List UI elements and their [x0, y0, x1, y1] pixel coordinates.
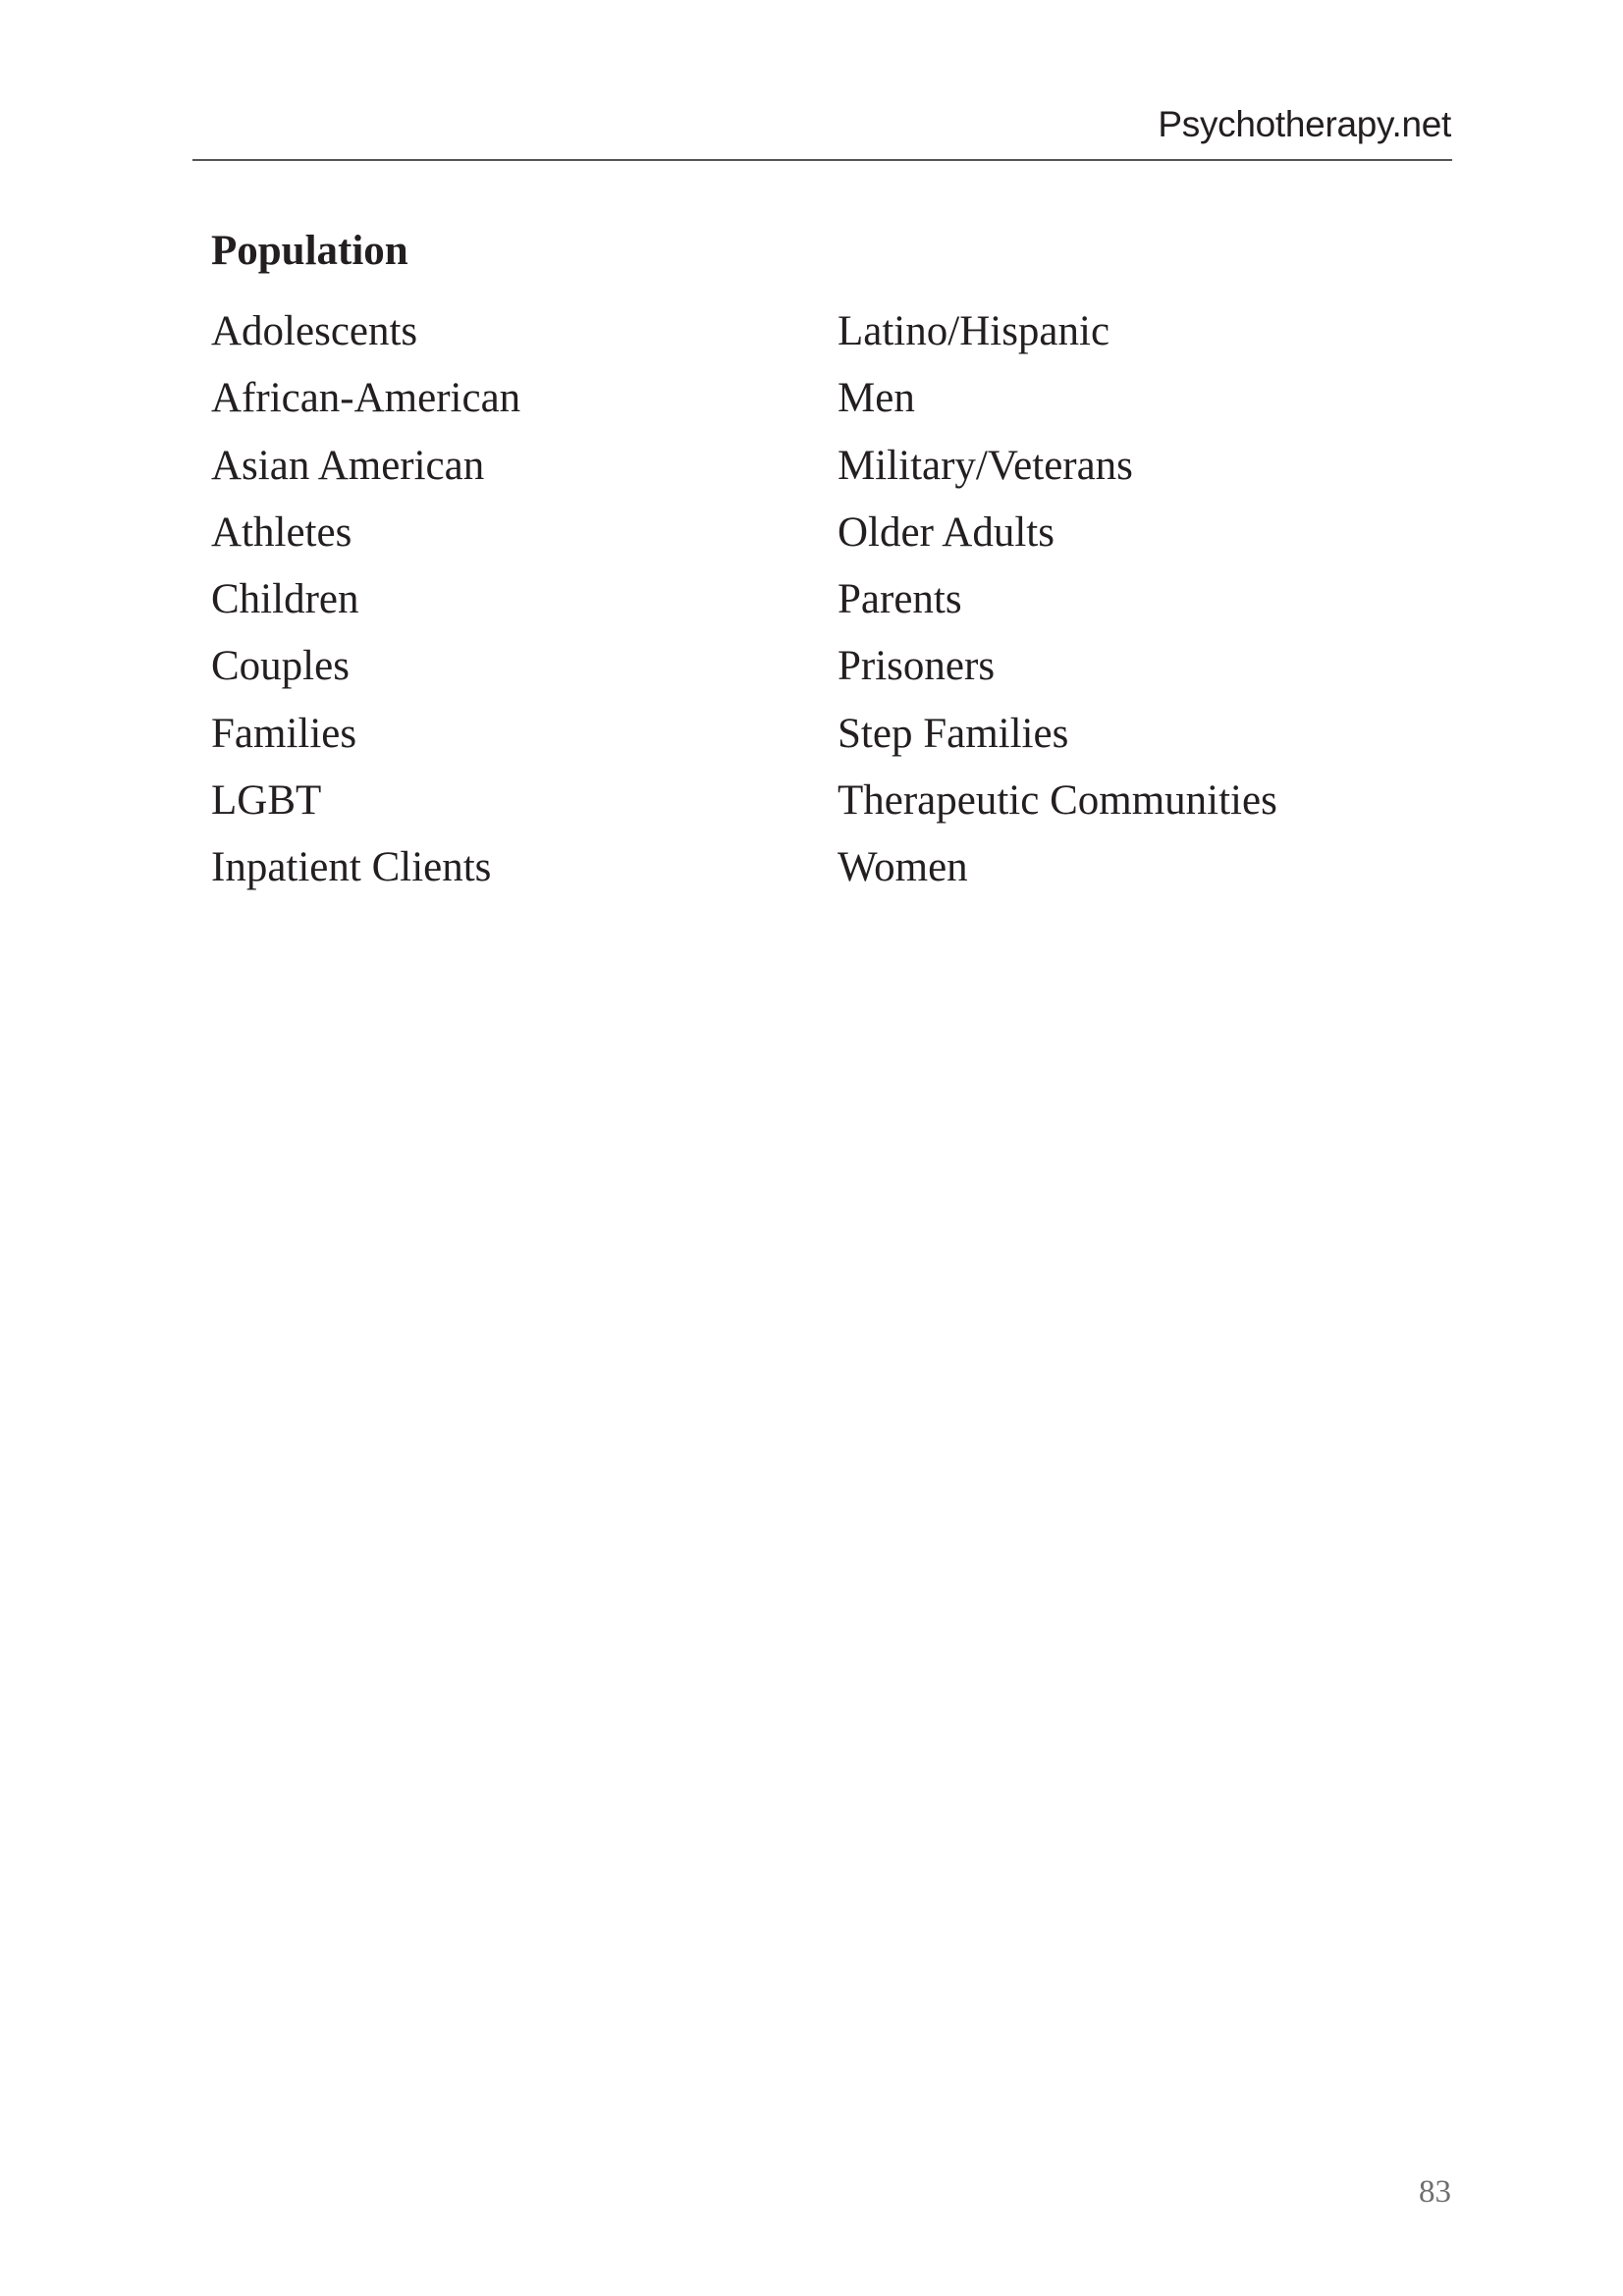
population-item: Couples [211, 643, 350, 690]
population-item: Older Adults [838, 508, 1055, 556]
header-divider [192, 159, 1452, 161]
population-item: Military/Veterans [838, 442, 1133, 489]
population-item: Latino/Hispanic [838, 308, 1110, 354]
population-item: Prisoners [838, 643, 996, 690]
population-item: Step Families [838, 710, 1069, 757]
population-item: Families [211, 710, 357, 757]
population-item: Therapeutic Communities [838, 777, 1277, 825]
population-item: LGBT [211, 777, 322, 825]
population-item: African-American [211, 375, 521, 422]
population-item: Adolescents [211, 308, 418, 354]
population-list-right [838, 298, 1277, 902]
population-item: Men [838, 375, 915, 422]
population-item: Children [211, 576, 359, 623]
population-item: Parents [838, 576, 962, 623]
running-header-site-name: Psychotherapy.net [1158, 104, 1451, 144]
population-item: Women [838, 844, 968, 891]
population-item: Inpatient Clients [211, 844, 492, 891]
page-number: 83 [1419, 2174, 1451, 2210]
population-list-left [211, 298, 520, 902]
section-heading: Population [211, 228, 408, 274]
population-item: Asian American [211, 442, 485, 489]
population-item: Athletes [211, 508, 352, 556]
